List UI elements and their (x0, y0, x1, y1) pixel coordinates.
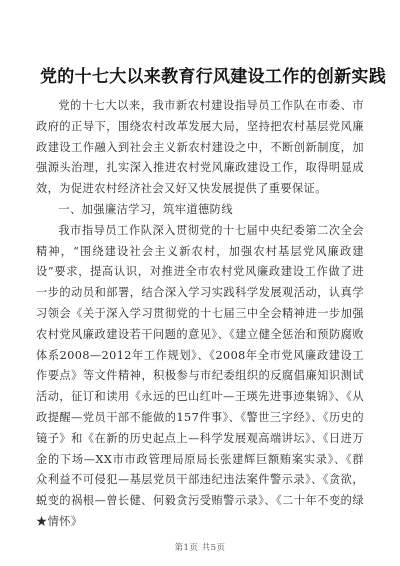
document-title: 党的十七大以来教育行风建设工作的创新实践 (40, 67, 386, 87)
document-body (36, 96, 364, 533)
page-footer: 第1页 共5页 (174, 543, 226, 553)
intro-paragraph: 党的十七大以来，我市新农村建设指导员工作队在市委、市政府的正导下，围绕农村改革发展大局，坚持把农村基层党风廉政建设工作融入到社会主义新农村建设之中，不断创新制度，加强源头治理，扎实深入推进农村党风廉政建设工作，取得明显成效，为促进农村经济社会又好又快发展提供了重要保证。 (36, 99, 364, 196)
section-paragraph: 我市指导员工作队深入贯彻党的十七届中央纪委第二次全会精神，“围绕建设社会主义新农村，加强农村基层党风廉政建设”要求，提高认识，对推进全市农村党风廉政建设工作做了进一步的动员和部署，结合深入学习实践科学发展观活动，认真学习领会《关于深入学习贯彻党的十七届三中全会精神进一步加强农村党风廉政建设若干问题的意见》、《建立健全惩治和预防腐败体系2008—2012年工作规划》、《2008年全市党风廉政建设工作要点》等文件精神，积极参与市纪委组织的反腐倡廉知识测试活动，征订和读用《永远的巴山红叶—王瑛先进事迹集锦》、《从政提醒—党员干部不能做的157件事》、《警世三字经》、《历史的镜子》和《在新的历史起点上—科学发展观高端讲坛》、《日进万金的下场—XX市市政管理局原局长张建辉巨额贿案实录》、《群众利益不可侵犯—基层党员干部违纪违法案件警示录》、《贪欲，蜕变的祸根—曾长健、何毅贪污受贿警示录》、《二十年不变的绿★情怀》 (36, 223, 364, 528)
section-heading: 一、加强廉洁学习，筑牢道德防线 (58, 202, 233, 216)
